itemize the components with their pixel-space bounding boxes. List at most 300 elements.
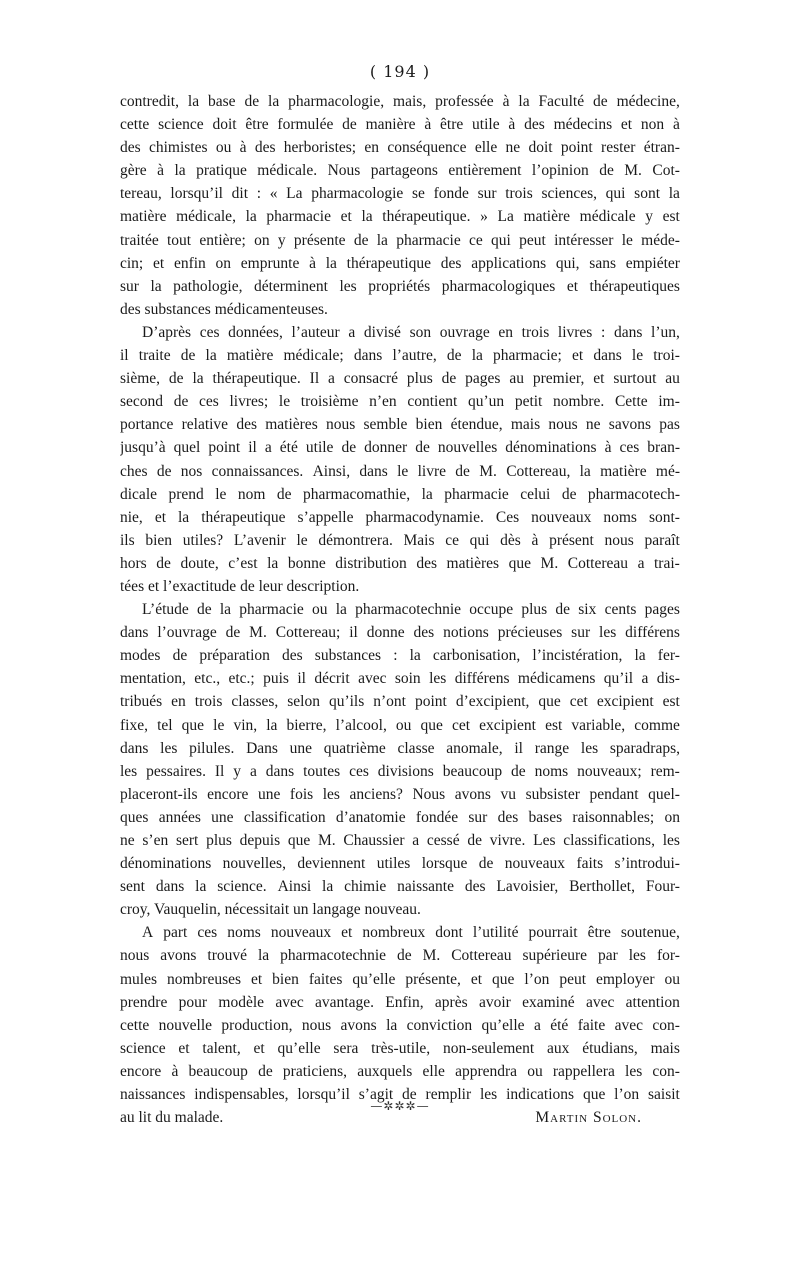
word: trois [505,185,533,203]
word: médicale. [257,162,318,180]
word: on [664,808,680,826]
word: La [497,208,514,226]
word: plus [406,370,433,388]
word: de [561,485,577,503]
word: qui [469,531,490,549]
word: manière [365,116,416,134]
word: la [257,947,270,965]
word: nie, [120,508,143,526]
word: et [593,370,605,388]
word: de [353,231,369,249]
word: la [219,601,232,619]
word: occupe [469,601,514,619]
word: empiéter [625,254,680,272]
word: applications [471,254,547,272]
word: classification [243,808,326,826]
word: s’agit [358,1086,394,1104]
text-line: croy, Vauquelin, nécessitait un langage nouveau. [120,901,421,919]
word: avec [275,993,304,1011]
word: classes, [231,693,279,711]
word: s’appelle [297,508,354,526]
word: de [172,647,188,665]
word: herboristes; [283,139,357,157]
text-line [120,621,680,644]
word: sont [634,185,661,203]
word: se [411,185,425,203]
word: l’on [614,1086,640,1104]
word: sur [468,808,488,826]
word: M. [540,554,559,572]
word: sur [477,185,497,203]
word: pourrait [528,924,578,942]
word: nouveaux [531,508,592,526]
word: décrit [314,670,350,688]
word: l’un, [651,323,680,341]
text-line [120,852,680,875]
word: saisit [647,1086,680,1104]
word: prend [168,485,204,503]
word: et [340,208,352,226]
word: utiles [376,855,411,873]
word: ou [527,1062,543,1080]
word: son [409,323,432,341]
word: intéresser [554,231,614,249]
word: avec [614,1016,644,1034]
word: connaissances. [211,462,304,480]
text-line [120,90,680,113]
word: est [545,716,563,734]
word: nouveaux; [577,762,642,780]
word: n’en [369,393,397,411]
word: après [434,993,468,1011]
word: ou [664,970,680,988]
word: anciens? [349,785,403,803]
word: être [245,116,269,134]
word: avantage. [315,993,374,1011]
word: nouvelles, [222,855,286,873]
word: thérapeutique [346,254,432,272]
word: il [349,624,358,642]
word: noms [603,508,637,526]
word: gère [120,162,147,180]
word: pilules. [189,739,235,757]
word: contient [407,393,458,411]
word: y [233,762,242,780]
word: a [348,323,356,341]
word: nos [180,462,203,480]
word: démontrera. [318,531,393,549]
word: de [258,1062,273,1080]
word: on [215,254,232,272]
word: qu’ils [328,693,365,711]
word: matière [523,208,571,226]
word: ches [120,462,148,480]
word: et [470,970,483,988]
word: nous [325,416,356,434]
word: des [120,139,141,157]
word: la [174,162,186,180]
word: il [514,739,523,757]
word: la [579,462,591,480]
word: que [492,970,515,988]
word: lorsqu’il [170,185,223,203]
word: des [416,554,437,572]
word: placeront-ils [120,785,198,803]
word: qu’il [603,670,634,688]
word: ces [199,323,220,341]
word: classe [397,739,435,757]
word: pas [659,416,680,434]
word: la [471,347,483,365]
word: et [341,924,353,942]
word: de [396,947,412,965]
word: précieuses [497,624,563,642]
word: de [511,762,526,780]
word: la [409,647,421,665]
word: elle [474,139,498,157]
word: Cottereau; [275,624,341,642]
word: matière [600,462,647,480]
word: les [580,739,599,757]
word: qui [605,185,626,203]
word: de [342,116,357,134]
word: fonde [433,185,469,203]
word: et [566,277,579,295]
word: médecins [553,116,613,134]
word: nom [237,485,266,503]
word: différens [454,670,510,688]
text-line [120,113,680,136]
word: la [361,208,373,226]
word: Berthollet, [569,878,635,896]
word: rester [601,139,636,157]
word: ne [585,416,601,434]
word: qui [491,231,511,249]
word: rappellera [552,1062,615,1080]
text-line [120,136,680,159]
word: méde- [641,231,680,249]
word: donner [364,439,408,457]
word: Cette [614,393,648,411]
word: Il [214,762,225,780]
word: la [187,93,200,110]
word: faits [576,855,604,873]
word: des [524,116,545,134]
word: cents [604,601,637,619]
word: être [440,116,464,134]
word: l’ouvrage [157,624,217,642]
word: doute, [180,554,219,572]
word: la [192,370,204,388]
word: médecine, [616,93,680,110]
word: faites [308,970,343,988]
word: lorsqu’il [297,1086,350,1104]
word: en [364,139,380,157]
word: que [181,716,205,734]
word: Les [533,832,556,849]
text-line [120,944,680,967]
word: Faculté [538,93,585,110]
word: for- [656,947,680,965]
word: celui [520,485,551,503]
word: pour [178,993,208,1011]
word: à [157,162,164,180]
text-line [120,483,680,506]
text-line [120,968,680,991]
text-line [120,737,680,760]
word: pharmacie [396,231,461,249]
word: en [498,323,514,341]
word: avons [454,785,491,803]
word: pharmacomathie, [302,485,411,503]
word: non [640,116,665,134]
word: bien [415,416,443,434]
word: portance [120,416,174,434]
word: relative [181,416,229,434]
word: Ainsi, [312,462,351,480]
word: donne [366,624,405,642]
word: de [455,462,470,480]
word: que [538,693,561,711]
word: entièrement [448,162,522,180]
word: Cottereau [567,554,629,572]
word: matière [120,208,167,226]
word: dans [155,878,185,896]
word: encore [120,1062,162,1080]
word: cette [120,1016,150,1034]
word: des [497,808,519,826]
text-line [120,690,680,713]
word: examiné [522,993,575,1011]
word: a [249,762,257,780]
word: apprendra [455,1062,518,1080]
word: au [665,370,680,388]
word: le [631,347,644,365]
word: et [253,1039,265,1057]
word: etc.; [228,670,255,688]
word: être [587,924,611,942]
word: vin, [233,716,258,734]
word: quatrième [323,739,386,757]
word: supérieure [522,947,588,965]
word: dans [613,323,643,341]
word: la [335,601,347,619]
text-line: tées et l’exactitude de leur description. [120,577,360,595]
word: substances [314,647,382,665]
word: anomale, [446,739,503,757]
word: de [593,93,608,110]
word: et [251,970,263,988]
word: pharmacotechnie [280,947,386,965]
word: a [637,554,645,572]
word: médicale, [176,208,236,226]
word: avoir [478,993,511,1011]
text-line [120,783,680,806]
word: depuis [239,832,281,849]
word: pharmacie [239,601,304,619]
word: matières [446,554,500,572]
word: trai- [654,554,680,572]
word: mentation, [120,670,186,688]
word: sent [120,878,145,896]
text-line [120,367,680,390]
word: ou [215,139,232,157]
word: nombreuses [167,970,242,988]
word: naissante [397,878,454,896]
word: traite [138,347,171,365]
word: une [257,785,281,803]
word: comme [634,716,680,734]
word: dont [435,924,463,942]
word: pharmacie [444,485,509,503]
word: il [297,670,306,688]
word: mules [120,970,158,988]
word: plus [521,601,548,619]
word: talent, [202,1039,241,1057]
word: « [269,185,278,203]
word: le [296,531,308,549]
word: pages [465,370,501,388]
word: L’avenir [233,531,286,549]
word: sciences, [541,185,597,203]
word: médicale [579,208,636,226]
word: les [480,1086,498,1104]
word: tribués [120,693,163,711]
word: d’excipient, [455,693,530,711]
word: de [168,370,184,388]
word: pathologie, [173,277,243,295]
word: de [415,439,430,457]
text-line [120,344,680,367]
word: beaucoup [442,762,503,780]
word: et [620,116,633,134]
word: excipient [479,716,536,734]
word: médicamens [517,670,596,688]
word: subsister [525,785,580,803]
word: préparation [199,647,270,665]
word: modèle [218,993,265,1011]
word: dans [359,462,388,480]
word: matières [265,416,318,434]
word: peut [519,231,546,249]
word: à [531,531,539,549]
text-line [120,275,680,298]
word: les [160,739,178,757]
word: ouvrage [439,323,490,341]
word: a [264,439,272,457]
text-line: des substances médicamenteuses. [120,300,328,318]
word: présente [293,231,346,249]
word: cessé [426,832,460,849]
text-line [120,1037,680,1060]
word: bien [145,531,173,549]
word: étendue, [450,416,503,434]
word: Lavoisier, [496,878,559,896]
word: la [325,254,337,272]
word: de [441,370,457,388]
word: livres; [229,393,269,411]
word: soutenue, [620,924,680,942]
word: professée [435,93,494,110]
text-line [120,436,680,459]
word: de [402,1086,417,1104]
text-line [120,506,680,529]
word: à [171,1062,179,1080]
word: entière; [199,231,246,249]
word: notions [443,624,489,642]
word: puis [263,670,289,688]
word: con- [652,1016,680,1034]
word: nous [120,947,150,965]
word: il [248,439,257,457]
text-line [120,598,680,621]
word: noms [227,924,261,942]
word: sans [589,254,616,272]
word: cette [120,116,150,134]
word: années [158,808,201,826]
word: et [154,508,166,526]
word: tel [157,716,173,734]
word: les [120,762,138,780]
word: divisions [377,762,434,780]
word: etc., [194,670,221,688]
text-line [120,1014,680,1037]
word: dans [353,347,383,365]
text-line [120,875,680,898]
word: aux [547,1039,570,1057]
word: tout [167,231,192,249]
word: savons [608,416,651,434]
word: bases [528,808,563,826]
word: indispensables, [194,1086,289,1104]
word: fer- [657,647,680,665]
word: mais [650,1039,680,1057]
word: noms [534,762,569,780]
word: sert [175,832,199,849]
word: distribution [335,554,407,572]
word: thérapeutique. [212,370,301,388]
word: que [420,716,443,734]
word: utile [305,439,334,457]
word: M. [317,832,336,849]
word: doit [528,139,553,157]
word: dénominations [505,439,597,457]
word: été [550,1016,569,1034]
text-line [120,552,680,575]
word: M. [422,947,441,965]
word: nouveaux [504,855,566,873]
word: pharmacologie, [288,93,385,110]
word: Ainsi [277,878,312,896]
word: cin; [120,254,144,272]
word: l’alcool, [335,716,387,734]
word: six [578,601,597,619]
text-line [120,760,680,783]
word: présente, [405,970,461,988]
text-line [120,714,680,737]
word: à [239,139,247,157]
word: conséquence [387,139,467,157]
word: dans [593,347,622,365]
word: science [158,116,204,134]
text-line [120,390,680,413]
word: pendant [589,785,639,803]
word: le [621,231,633,249]
word: la [634,647,646,665]
word: hors [120,554,147,572]
word: l’on [524,970,550,988]
word: vu [500,785,517,803]
